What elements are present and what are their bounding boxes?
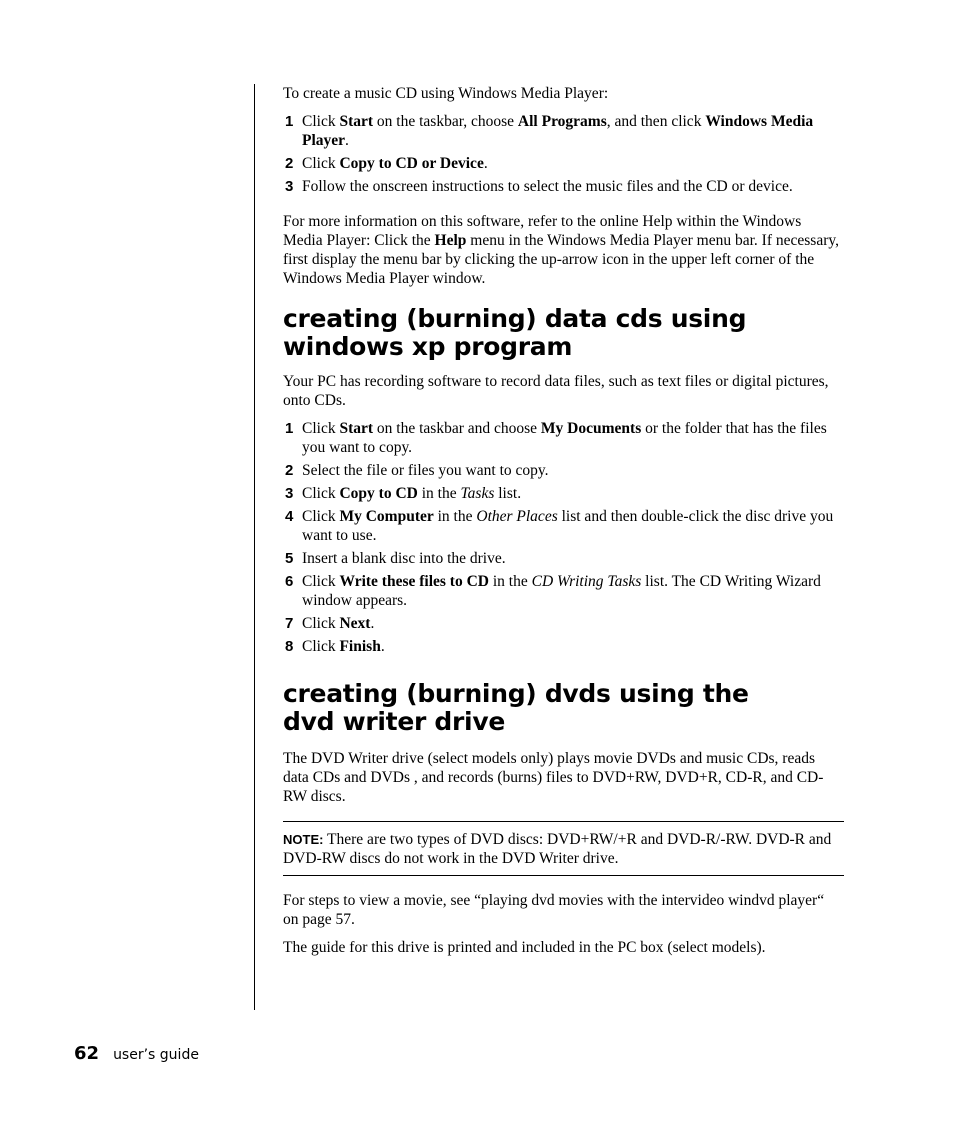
step-text: Click bbox=[302, 420, 340, 437]
step-bold-term: All Programs bbox=[517, 113, 607, 130]
step-item bbox=[283, 614, 843, 633]
step-text: Click bbox=[302, 485, 340, 502]
step-item bbox=[283, 419, 843, 457]
note-label: NOTE: bbox=[283, 832, 324, 847]
step-bold-term: My Documents bbox=[540, 420, 642, 437]
data-cds-steps bbox=[283, 419, 843, 656]
step-text: Click bbox=[302, 615, 340, 632]
step-number: 1 bbox=[285, 113, 294, 130]
step-item bbox=[283, 549, 843, 568]
step-bold-term: Windows Media Player bbox=[302, 113, 814, 149]
step-text: in the bbox=[488, 573, 532, 590]
step-number: 1 bbox=[285, 420, 294, 437]
step-text: in the bbox=[417, 485, 461, 502]
step-text: Click bbox=[302, 155, 340, 172]
step-text: on the taskbar and choose bbox=[373, 420, 541, 437]
step-item bbox=[283, 572, 843, 610]
guide-note: The guide for this drive is printed and included in the PC box (select models). bbox=[283, 939, 766, 956]
step-text: Insert a blank disc into the drive. bbox=[302, 550, 506, 567]
step-italic-term: CD Writing Tasks bbox=[531, 573, 642, 590]
step-number: 5 bbox=[285, 550, 294, 567]
step-bold-term: Next bbox=[339, 615, 371, 632]
step-text: list and then double-click the disc drive you want to use. bbox=[302, 508, 834, 544]
step-text: list. The CD Writing Wizard window appears. bbox=[302, 573, 821, 609]
step-item bbox=[283, 461, 843, 480]
step-item bbox=[283, 637, 843, 656]
step-number: 7 bbox=[285, 615, 294, 632]
step-bold-term: Copy to CD or Device bbox=[339, 155, 484, 172]
heading-line: creating (burning) dvds using the bbox=[283, 679, 749, 708]
step-text: in the bbox=[433, 508, 477, 525]
heading-line: dvd writer drive bbox=[283, 707, 505, 736]
step-text: or the folder that has the files you want to copy. bbox=[302, 420, 827, 456]
step-bold-term: Start bbox=[339, 113, 374, 130]
step-text: Click bbox=[302, 638, 340, 655]
step-number: 4 bbox=[285, 508, 294, 525]
note-text: There are two types of DVD discs: DVD+RW/+R and DVD-R/-RW. DVD-R and DVD-RW discs do not work in the DVD Writer drive. bbox=[283, 831, 832, 867]
step-text: . bbox=[483, 155, 488, 172]
step-italic-term: Tasks bbox=[460, 485, 495, 502]
step-item bbox=[283, 177, 843, 196]
data-cds-intro: Your PC has recording software to record data files, such as text files or digital pictures, onto CDs. bbox=[283, 373, 829, 409]
step-number: 6 bbox=[285, 573, 294, 590]
step-item bbox=[283, 507, 843, 545]
music-cd-intro: To create a music CD using Windows Media Player: bbox=[283, 85, 609, 102]
step-number: 3 bbox=[285, 178, 294, 195]
step-number: 8 bbox=[285, 638, 294, 655]
step-text: Select the file or files you want to copy. bbox=[302, 462, 549, 479]
step-text: Click bbox=[302, 573, 340, 590]
guide-label: user’s guide bbox=[113, 1047, 199, 1063]
step-text: . bbox=[380, 638, 385, 655]
step-text: . bbox=[345, 132, 349, 149]
step-text: Follow the onscreen instructions to select the music files and the CD or device. bbox=[302, 178, 793, 195]
help-paragraph bbox=[283, 212, 843, 288]
step-number: 2 bbox=[285, 155, 294, 172]
step-number: 2 bbox=[285, 462, 294, 479]
page-content bbox=[283, 84, 843, 957]
heading-line: windows xp program bbox=[283, 332, 573, 361]
page-footer bbox=[74, 1043, 199, 1064]
step-bold-term: Start bbox=[339, 420, 374, 437]
page-number: 62 bbox=[74, 1043, 100, 1064]
note-box bbox=[283, 821, 844, 876]
margin-rule bbox=[254, 84, 255, 1010]
step-text: Click bbox=[302, 508, 340, 525]
step-bold-term: Copy to CD bbox=[339, 485, 418, 502]
step-item bbox=[283, 112, 843, 150]
dvds-heading bbox=[283, 680, 843, 736]
data-cds-heading bbox=[283, 305, 843, 361]
step-text: on the taskbar, choose bbox=[373, 113, 518, 130]
step-bold-term: Write these files to CD bbox=[339, 573, 489, 590]
heading-line: creating (burning) data cds using bbox=[283, 304, 747, 333]
para-bold-term: Help bbox=[434, 232, 467, 249]
step-item bbox=[283, 484, 843, 503]
dvd-writer-intro: The DVD Writer drive (select models only) plays movie DVDs and music CDs, reads data CDs and DVDs , and records (burns) files to DVD+RW, DVD+R, CD-R, and CD-RW discs. bbox=[283, 750, 824, 805]
step-text: list. bbox=[494, 485, 522, 502]
music-cd-steps bbox=[283, 112, 843, 196]
para-text: menu in the Windows Media Player menu bar. If necessary, first display the menu bar by clicking the up-arrow icon in the upper left corner of the Windows Media Player window. bbox=[283, 232, 839, 287]
step-bold-term: Finish bbox=[339, 638, 381, 655]
step-text: Click bbox=[302, 113, 340, 130]
para-text: For more information on this software, refer to the online Help within the Windows Media Player: Click the bbox=[283, 213, 802, 249]
step-number: 3 bbox=[285, 485, 294, 502]
step-bold-term: My Computer bbox=[339, 508, 434, 525]
step-text: , and then click bbox=[606, 113, 706, 130]
step-text: . bbox=[370, 615, 375, 632]
step-italic-term: Other Places bbox=[476, 508, 558, 525]
movie-reference: For steps to view a movie, see “playing dvd movies with the intervideo windvd player“ on page 57. bbox=[283, 892, 825, 928]
step-item bbox=[283, 154, 843, 173]
